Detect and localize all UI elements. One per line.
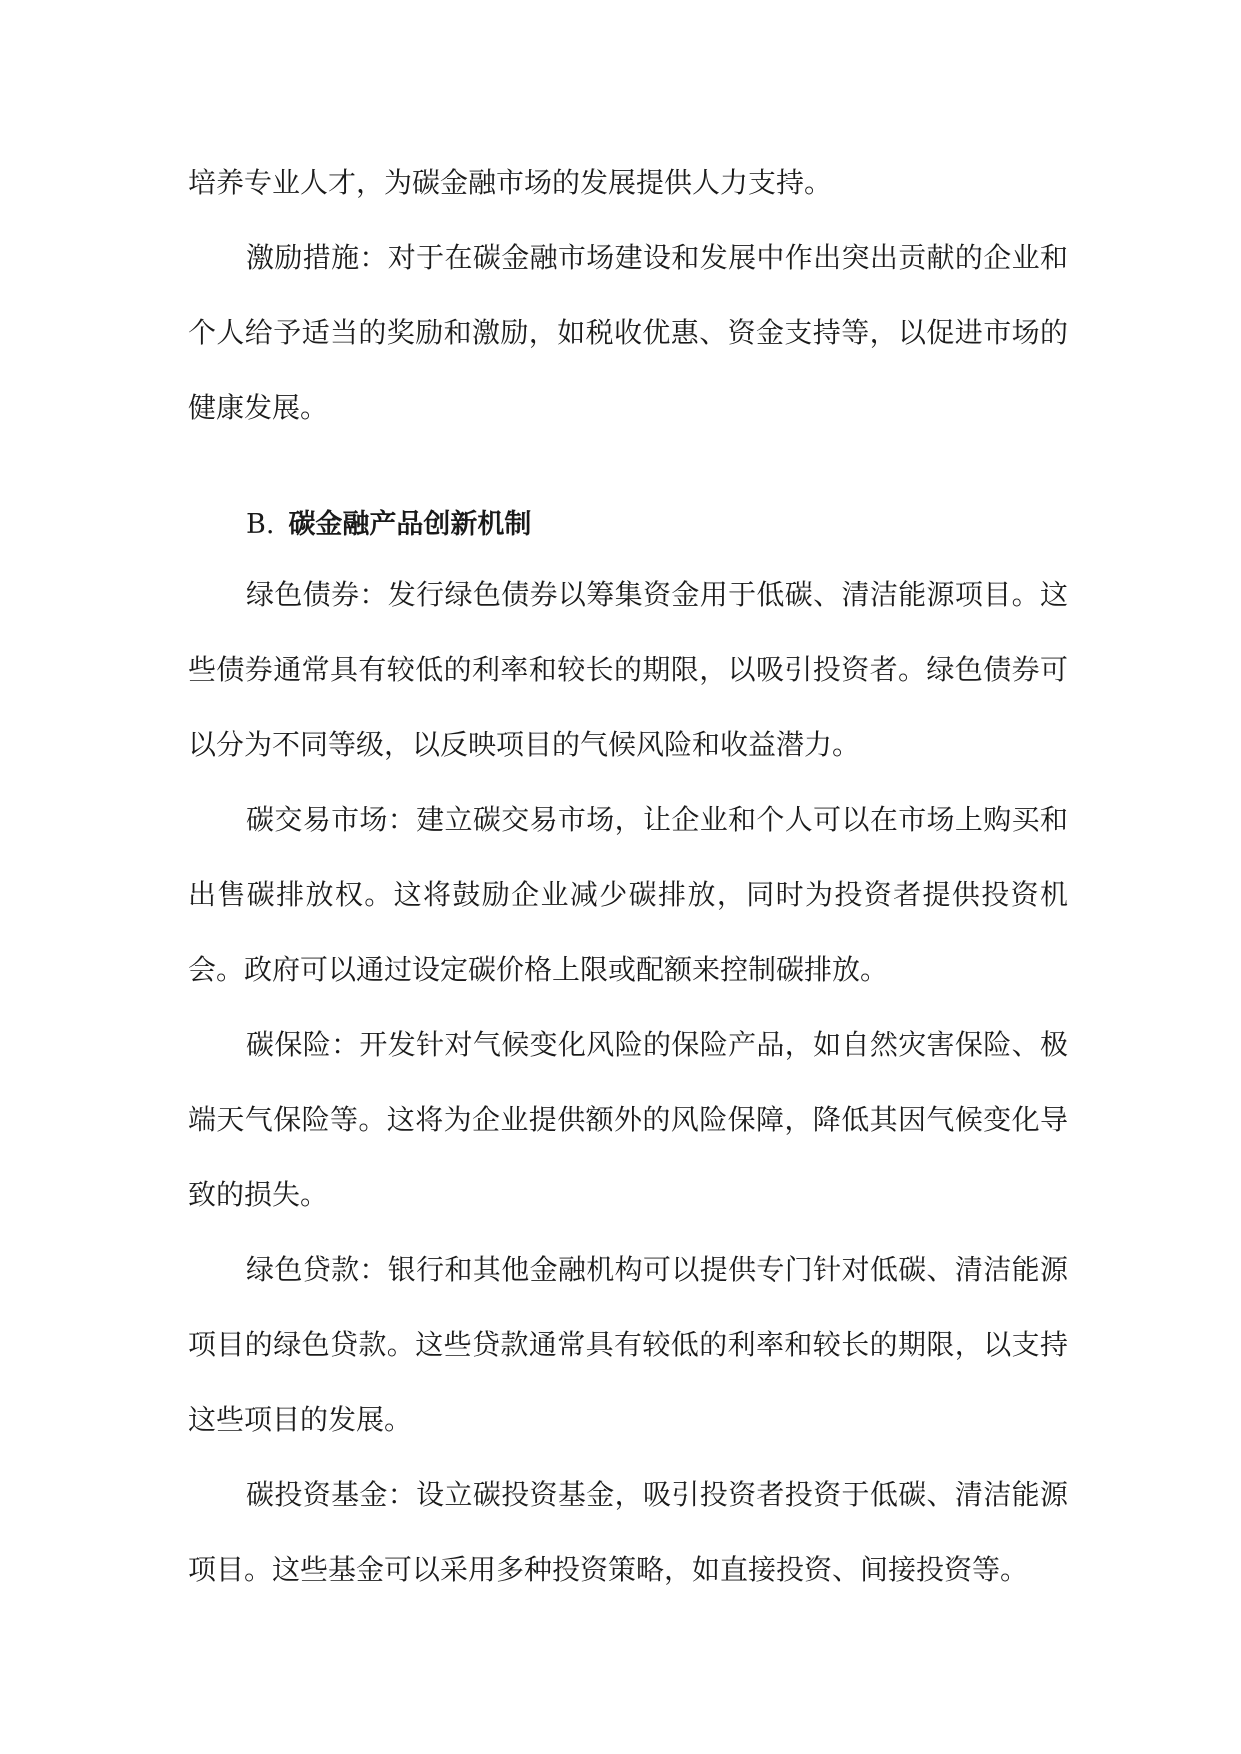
section-title: 碳金融产品创新机制	[288, 509, 532, 540]
section-heading	[188, 493, 1068, 557]
paragraph-carbon-market: 碳交易市场：建立碳交易市场，让企业和个人可以在市场上购买和出售碳排放权。这将鼓励企业减少碳排放，同时为投资者提供投资机会。政府可以通过设定碳价格上限或配额来控制碳排放。	[188, 803, 1068, 986]
paragraph-carbon-insurance: 碳保险：开发针对气候变化风险的保险产品，如自然灾害保险、极端天气保险等。这将为企业提供额外的风险保障，降低其因气候变化导致的损失。	[188, 1028, 1068, 1211]
paragraph-continuation: 培养专业人才，为碳金融市场的发展提供人力支持。	[188, 166, 833, 199]
paragraph-carbon-fund: 碳投资基金：设立碳投资基金，吸引投资者投资于低碳、清洁能源项目。这些基金可以采用多种投资策略，如直接投资、间接投资等。	[188, 1478, 1068, 1586]
document-body	[188, 145, 1068, 1607]
paragraph-incentives: 激励措施：对于在碳金融市场建设和发展中作出突出贡献的企业和个人给予适当的奖励和激励，如税收优惠、资金支持等，以促进市场的健康发展。	[188, 241, 1068, 424]
paragraph-green-bonds: 绿色债券：发行绿色债券以筹集资金用于低碳、清洁能源项目。这些债券通常具有较低的利率和较长的期限，以吸引投资者。绿色债券可以分为不同等级，以反映项目的气候风险和收益潜力。	[188, 578, 1068, 761]
paragraph-green-loans: 绿色贷款：银行和其他金融机构可以提供专门针对低碳、清洁能源项目的绿色贷款。这些贷款通常具有较低的利率和较长的期限，以支持这些项目的发展。	[188, 1253, 1068, 1436]
section-marker: B.	[246, 509, 275, 540]
